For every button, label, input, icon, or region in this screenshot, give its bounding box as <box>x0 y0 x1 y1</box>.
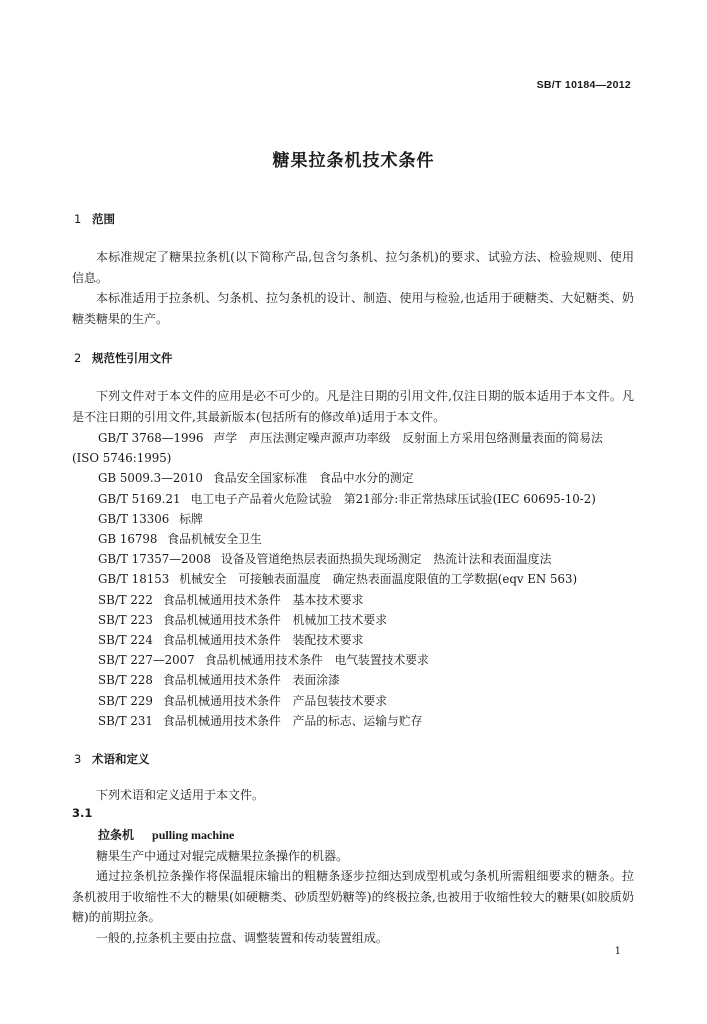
term-english: pulling machine <box>152 828 235 842</box>
reference-code: GB/T 5169.21 <box>98 491 181 506</box>
reference-title: 食品机械通用技术条件 产品的标志、运输与贮存 <box>162 713 423 728</box>
term-entry <box>98 826 234 843</box>
reference-code: SB/T 229 <box>98 693 153 708</box>
reference-title: 食品机械安全卫生 <box>167 532 262 547</box>
reference-code: GB/T 13306 <box>98 511 170 526</box>
section-title: 范围 <box>92 212 115 226</box>
reference-code: GB/T 18153 <box>98 572 170 587</box>
reference-item <box>98 670 638 690</box>
reference-code: SB/T 224 <box>98 633 153 648</box>
reference-title: 声学 声压法测定噪声源声功率级 反射面上方采用包络测量表面的简易法 <box>213 431 603 445</box>
reference-item <box>98 549 638 569</box>
document-title: 糖果拉条机技术条件 <box>272 151 435 171</box>
reference-code: SB/T 228 <box>98 673 153 688</box>
reference-code: GB 5009.3—2010 <box>98 471 203 486</box>
reference-code: SB/T 223 <box>98 612 153 627</box>
clause-number: 3.1 <box>72 806 93 820</box>
section-2-heading <box>74 350 173 366</box>
reference-code: GB/T 17357—2008 <box>98 552 212 567</box>
section-title: 规范性引用文件 <box>92 351 173 365</box>
section-3-intro: 下列术语和定义适用于本文件。 <box>96 788 265 802</box>
section-number: 2 <box>74 351 82 365</box>
reference-title: 食品机械通用技术条件 机械加工技术要求 <box>162 612 388 627</box>
section-3-heading <box>74 751 150 767</box>
reference-title: 机械安全 可接触表面温度 确定热表面温度限值的工学数据(eqv EN 563) <box>179 572 578 587</box>
section-number: 3 <box>74 752 82 766</box>
reference-item <box>98 691 638 711</box>
section-1-paragraph-2: 本标准适用于拉条机、匀条机、拉匀条机的设计、制造、使用与检验,也适用于硬糖类、大妃糖类、奶糖类糖果的生产。 <box>72 291 634 326</box>
reference-title: 食品机械通用技术条件 基本技术要求 <box>162 592 364 607</box>
term-chinese: 拉条机 <box>98 828 135 842</box>
reference-item <box>98 569 638 589</box>
reference-code: GB 16798 <box>98 532 158 547</box>
reference-code: SB/T 222 <box>98 592 153 607</box>
reference-item <box>98 590 638 610</box>
reference-title: 标牌 <box>179 511 203 526</box>
normative-references-list <box>72 428 638 731</box>
term-note-1: 通过拉条机拉条操作将保温辊床输出的粗糖条逐步拉细达到成型机或匀条机所需粗细要求的糖条。拉条机被用于收缩性不大的糖果(如硬糖类、砂质型奶糖等)的终极拉条,也被用于收缩性较大的糖果(如胶质奶糖)的前期拉条。 <box>72 869 634 924</box>
reference-item <box>98 650 638 670</box>
reference-item <box>98 428 638 448</box>
reference-item <box>98 630 638 650</box>
reference-title: 食品机械通用技术条件 产品包装技术要求 <box>162 693 388 708</box>
standard-code: SB/T 10184—2012 <box>536 79 631 91</box>
reference-item <box>98 529 638 549</box>
term-note-2: 一般的,拉条机主要由拉盘、调整装置和传动装置组成。 <box>96 931 388 945</box>
section-2-intro: 下列文件对于本文件的应用是必不可少的。凡是注日期的引用文件,仅注日期的版本适用于本文件。凡是不注日期的引用文件,其最新版本(包括所有的修改单)适用于本文件。 <box>72 389 634 424</box>
reference-item <box>98 468 638 488</box>
section-title: 术语和定义 <box>92 752 150 766</box>
page-number: 1 <box>614 946 621 957</box>
reference-note: (ISO 5746:1995) <box>72 451 172 466</box>
reference-title: 设备及管道绝热层表面热损失现场测定 热流计法和表面温度法 <box>221 552 552 567</box>
reference-code: SB/T 231 <box>98 713 153 728</box>
reference-code: SB/T 227—2007 <box>98 653 195 668</box>
section-1-paragraph-1: 本标准规定了糖果拉条机(以下简称产品,包含匀条机、拉匀条机)的要求、试验方法、检验规则、使用信息。 <box>72 250 634 285</box>
reference-title: 食品机械通用技术条件 装配技术要求 <box>162 633 364 648</box>
reference-item <box>98 509 638 529</box>
reference-item <box>98 711 638 731</box>
term-definition: 糖果生产中通过对辊完成糖果拉条操作的机器。 <box>96 849 349 863</box>
reference-title: 食品安全国家标准 食品中水分的测定 <box>212 471 414 486</box>
reference-code: GB/T 3768—1996 <box>98 431 204 445</box>
reference-item <box>98 610 638 630</box>
section-1-heading <box>74 211 115 227</box>
reference-title: 食品机械通用技术条件 表面涂漆 <box>162 673 340 688</box>
reference-item <box>98 489 638 509</box>
section-number: 1 <box>74 212 82 226</box>
reference-title: 电工电子产品着火危险试验 第21部分:非正常热球压试验(IEC 60695-10-2) <box>190 491 596 506</box>
reference-title: 食品机械通用技术条件 电气装置技术要求 <box>204 653 429 668</box>
